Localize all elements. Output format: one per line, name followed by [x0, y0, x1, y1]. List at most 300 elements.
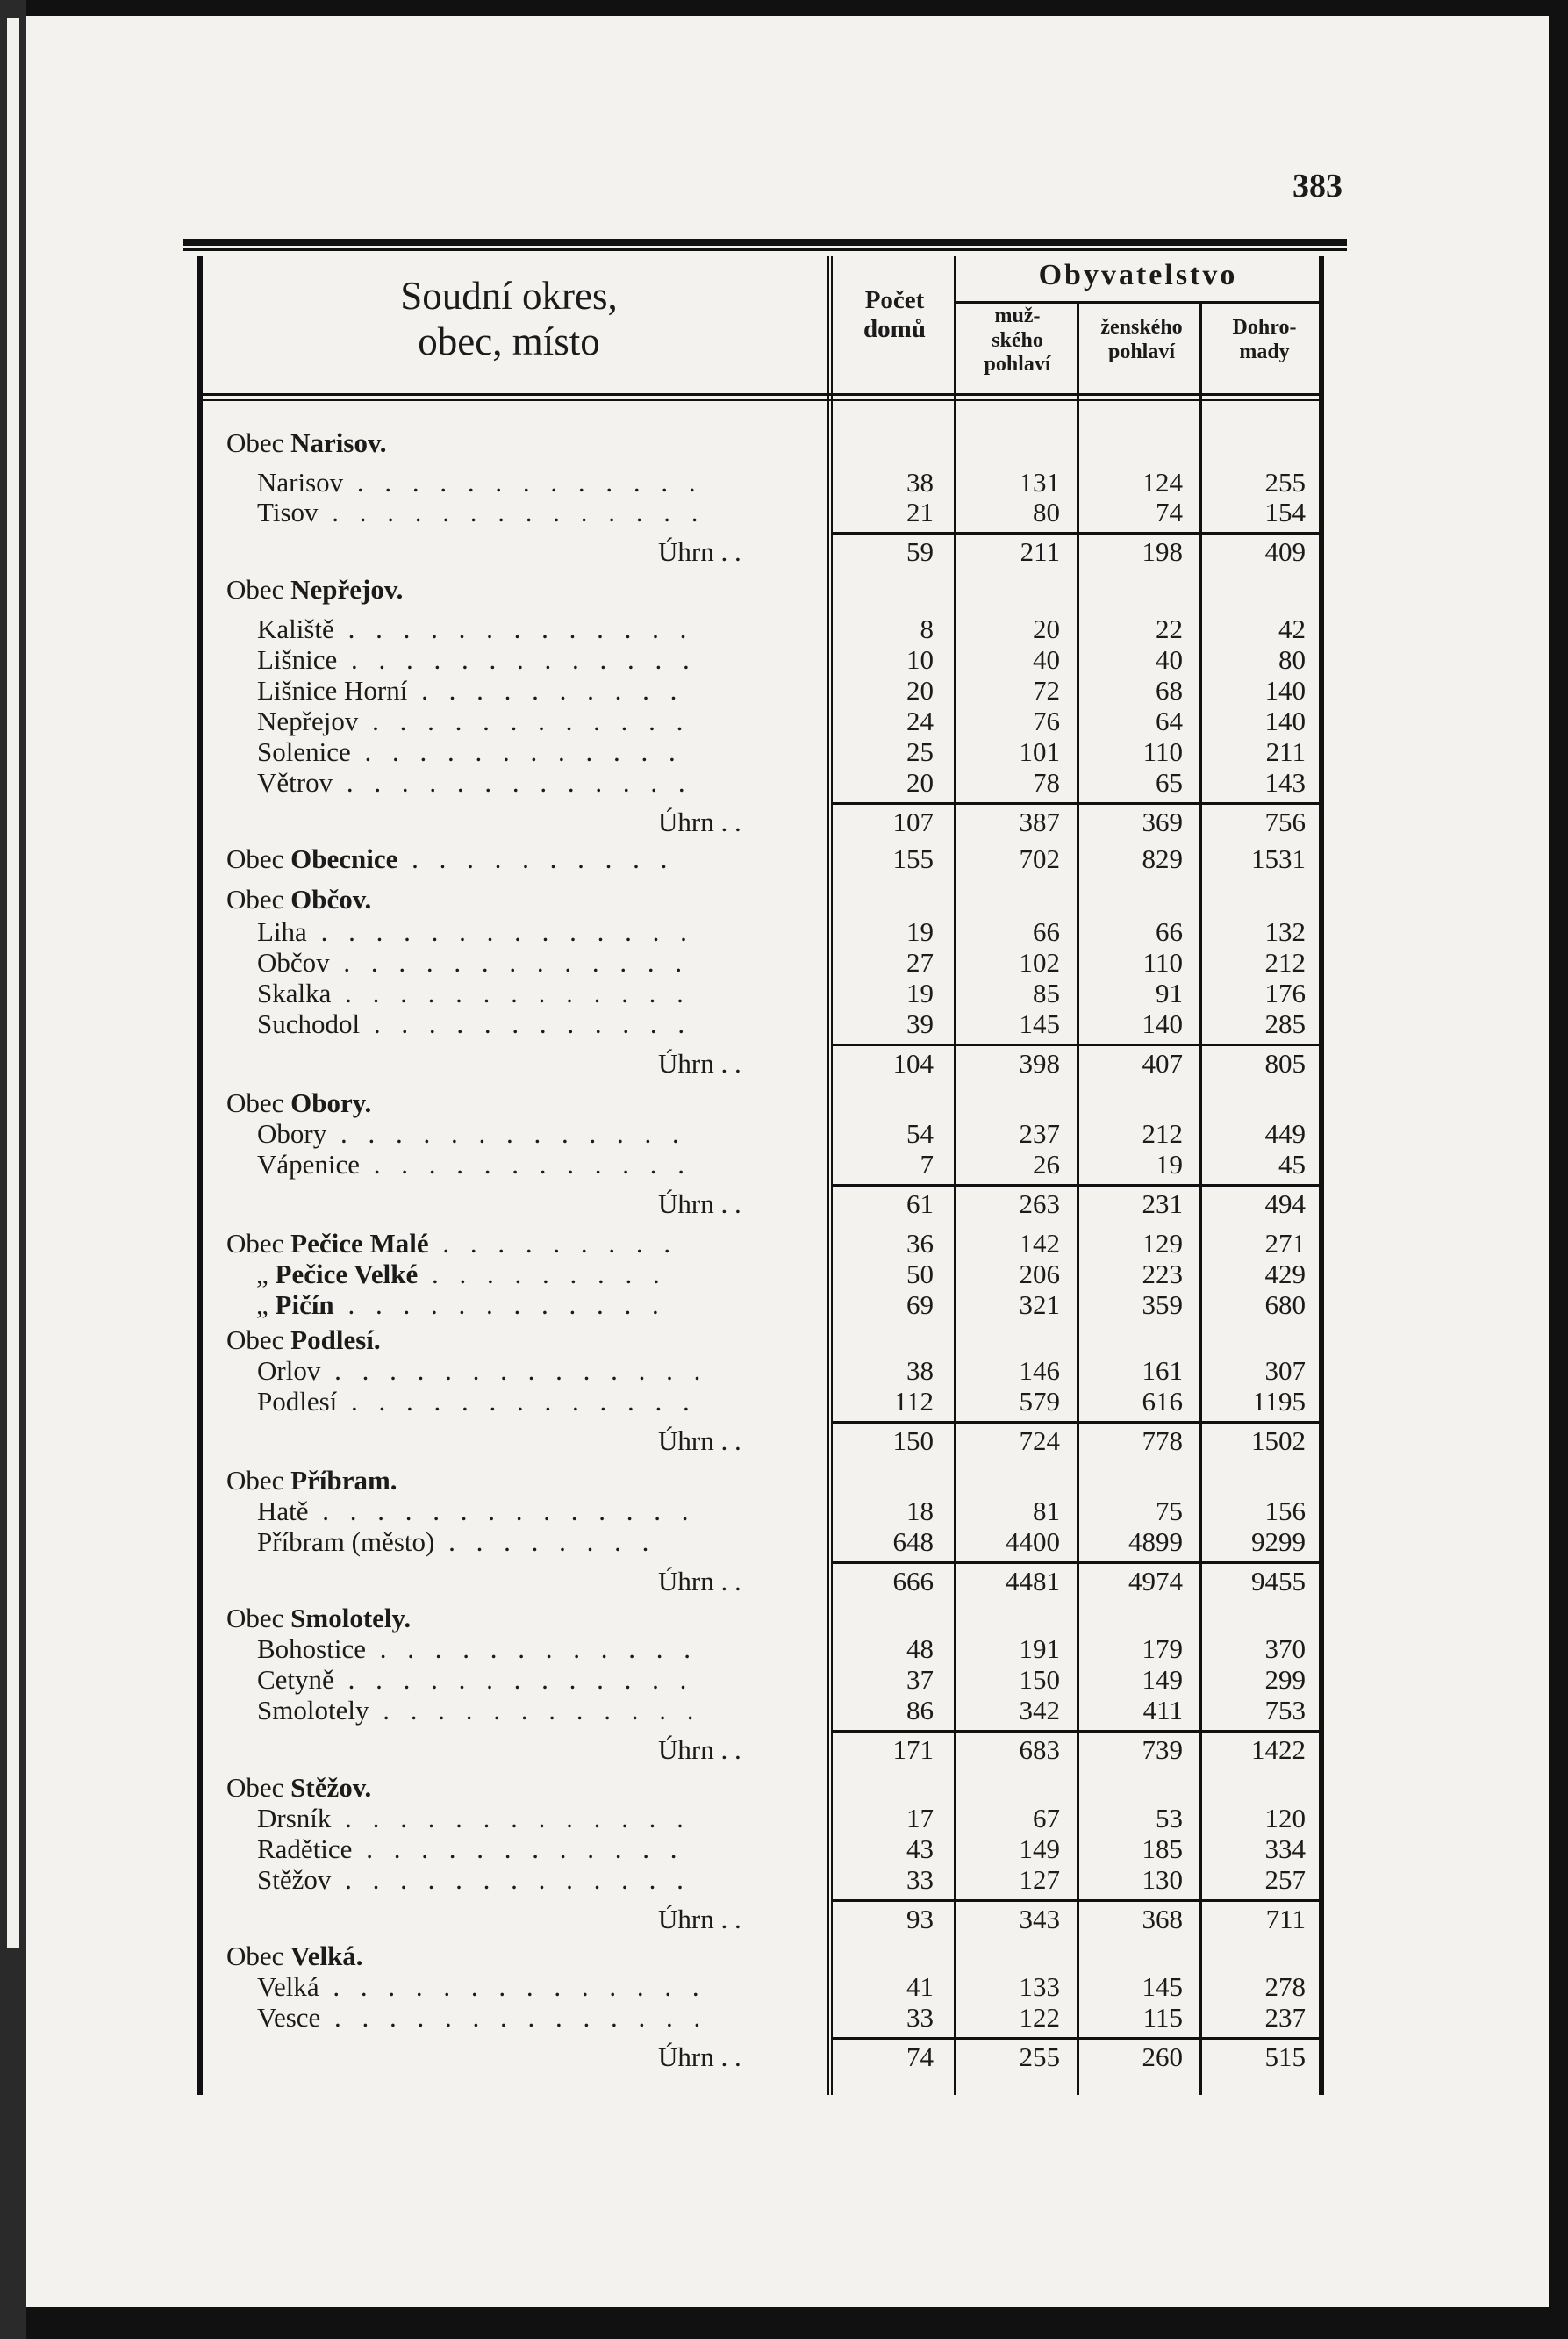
table-row [0, 807, 1568, 837]
table-row [0, 1941, 1568, 1971]
group-label [226, 1325, 381, 1355]
sum-word: Úhrn [658, 1904, 714, 1934]
value-pocet-domu: 61 [906, 1188, 934, 1219]
sum-rule [833, 1899, 954, 1902]
value-zenskeho: 161 [1142, 1355, 1183, 1386]
place-label: Liha [257, 917, 307, 947]
leader-dots: . . [713, 1188, 741, 1219]
value-dohromady: 176 [1264, 978, 1306, 1008]
sum-rule [1202, 1561, 1319, 1564]
sum-rule [1202, 532, 1319, 535]
group-prefix: Obec [226, 885, 291, 915]
value-muzskeho: 387 [1019, 807, 1060, 837]
group-prefix: Obec [226, 1229, 291, 1259]
value-pocet-domu: 69 [906, 1289, 934, 1320]
place-name [257, 1972, 814, 2002]
table-top-rule [183, 239, 1347, 246]
value-muzskeho: 72 [1033, 675, 1060, 706]
leader-dots: . . . . . . . . . . . . . . [306, 917, 694, 947]
table-row [0, 614, 1568, 644]
leader-dots: . . . . . . . . . . . . . . [320, 1356, 708, 1386]
sum-rule [833, 1730, 954, 1733]
place-label: Občov [257, 948, 330, 978]
leader-dots: . . . . . . . . . . . . . [331, 979, 691, 1008]
value-pocet-domu: 19 [906, 978, 934, 1008]
place-label: Kaliště [257, 614, 334, 644]
value-pocet-domu: 171 [892, 1734, 934, 1765]
table-row [0, 1088, 1568, 1118]
value-muzskeho: 342 [1019, 1695, 1060, 1726]
place-label: Orlov [257, 1356, 321, 1386]
value-dohromady: 9299 [1251, 1526, 1306, 1557]
header-district-line2: obec, místo [418, 319, 600, 363]
value-zenskeho: 68 [1156, 675, 1183, 706]
sum-label [658, 2042, 741, 2072]
value-zenskeho: 110 [1142, 736, 1183, 767]
table-row [0, 676, 1568, 706]
value-dohromady: 211 [1265, 736, 1306, 767]
table-row [0, 1496, 1568, 1526]
value-dohromady: 680 [1264, 1289, 1306, 1320]
value-zenskeho: 74 [1156, 497, 1183, 527]
table-row [0, 1356, 1568, 1386]
value-dohromady: 429 [1264, 1259, 1306, 1289]
table-row [0, 1426, 1568, 1456]
value-zenskeho: 91 [1156, 978, 1183, 1008]
value-zenskeho: 19 [1156, 1149, 1183, 1180]
value-zenskeho: 739 [1142, 1734, 1183, 1765]
group-label [226, 1088, 371, 1118]
place-label: Tisov [257, 498, 319, 527]
table-row [0, 885, 1568, 915]
sum-word: Úhrn [658, 1566, 714, 1596]
value-muzskeho: 263 [1019, 1188, 1060, 1219]
leader-dots: . . [713, 1425, 741, 1456]
table-row [0, 575, 1568, 605]
leader-dots: . . . . . . . . . . . . . [331, 1865, 691, 1895]
value-dohromady: 753 [1264, 1695, 1306, 1726]
value-pocet-domu: 74 [906, 2041, 934, 2072]
table-row [0, 844, 1568, 874]
place-name [257, 1119, 814, 1149]
value-muzskeho: 683 [1019, 1734, 1060, 1765]
sum-rule [1202, 1421, 1319, 1424]
value-dohromady: 140 [1264, 675, 1306, 706]
sum-rule [1202, 802, 1319, 805]
table-row [0, 1604, 1568, 1633]
header-muz-line1: muž- [994, 305, 1041, 327]
sum-rule [956, 1730, 1077, 1733]
group-obec-name: Obecnice [290, 844, 398, 874]
sum-rule [956, 1561, 1077, 1564]
table-row [0, 1834, 1568, 1864]
sum-rule [1079, 1421, 1199, 1424]
group-prefix: „ [256, 1290, 276, 1320]
sum-rule [1202, 1899, 1319, 1902]
sum-rule [833, 2037, 954, 2040]
value-pocet-domu: 37 [906, 1664, 934, 1695]
group-prefix: Obec [226, 428, 291, 458]
place-name [257, 1634, 814, 1664]
leader-dots: . . . . . . . . . . . . [358, 707, 691, 736]
value-pocet-domu: 666 [892, 1566, 934, 1596]
value-zenskeho: 212 [1142, 1118, 1183, 1149]
group-prefix: Obec [226, 844, 291, 874]
value-pocet-domu: 7 [920, 1149, 934, 1180]
leader-dots: . . . . . . . . . [418, 1259, 667, 1289]
place-name [257, 614, 814, 644]
value-pocet-domu: 150 [892, 1425, 934, 1456]
leader-dots: . . [713, 807, 741, 837]
sum-rule [1079, 532, 1199, 535]
value-zenskeho: 369 [1142, 807, 1183, 837]
header-zenskeho [1081, 316, 1202, 364]
value-dohromady: 334 [1264, 1833, 1306, 1864]
value-dohromady: 257 [1264, 1864, 1306, 1895]
value-muzskeho: 20 [1033, 613, 1060, 644]
header-muz-line3: pohlaví [984, 353, 1051, 377]
leader-dots: . . . . . . . . [434, 1527, 656, 1557]
value-zenskeho: 129 [1142, 1228, 1183, 1259]
group-prefix: Obec [226, 1773, 291, 1803]
sum-rule [833, 1561, 954, 1564]
sum-rule [956, 1421, 1077, 1424]
value-zenskeho: 64 [1156, 706, 1183, 736]
header-obyv-underline [954, 301, 1322, 304]
group-obec-name: Pičín [275, 1290, 334, 1320]
value-dohromady: 255 [1264, 467, 1306, 498]
table-row [0, 1773, 1568, 1803]
place-name [257, 1834, 814, 1864]
place-label: Hatě [257, 1496, 309, 1526]
value-dohromady: 42 [1278, 613, 1306, 644]
value-pocet-domu: 41 [906, 1971, 934, 2002]
value-muzskeho: 122 [1019, 2002, 1060, 2033]
value-muzskeho: 579 [1019, 1386, 1060, 1417]
group-label [226, 428, 387, 458]
value-muzskeho: 131 [1019, 467, 1060, 498]
value-dohromady: 212 [1264, 947, 1306, 978]
header-bottom-rule [197, 393, 1324, 396]
group-prefix: „ [256, 1259, 276, 1289]
sum-label [658, 537, 741, 567]
value-zenskeho: 22 [1156, 613, 1183, 644]
leader-dots: . . . . . . . . . . . . [350, 737, 683, 767]
leader-dots: . . [713, 1048, 741, 1079]
value-dohromady: 285 [1264, 1008, 1306, 1039]
header-muzskeho [958, 305, 1077, 377]
value-muzskeho: 40 [1033, 644, 1060, 675]
leader-dots: . . . . . . . . . . . . . [333, 768, 692, 798]
value-dohromady: 45 [1278, 1149, 1306, 1180]
group-label [256, 1290, 814, 1320]
value-pocet-domu: 155 [892, 843, 934, 874]
header-pocet-line1: Počet [864, 286, 925, 314]
value-muzskeho: 206 [1019, 1259, 1060, 1289]
leader-dots: . . . . . . . . . [428, 1229, 678, 1259]
table-row [0, 1466, 1568, 1496]
value-dohromady: 9455 [1251, 1566, 1306, 1596]
header-muz-line2: ského [992, 328, 1043, 352]
leader-dots: . . . . . . . . . . . . [369, 1696, 701, 1726]
value-muzskeho: 66 [1033, 916, 1060, 947]
group-prefix: Obec [226, 1325, 291, 1355]
place-label: Radětice [257, 1834, 353, 1864]
place-name [257, 1009, 814, 1039]
place-label: Vápenice [257, 1150, 361, 1180]
sum-rule [833, 1184, 954, 1187]
value-zenskeho: 616 [1142, 1386, 1183, 1417]
table-row [0, 1972, 1568, 2002]
group-obec-name: Stěžov. [290, 1773, 372, 1803]
value-muzskeho: 80 [1033, 497, 1060, 527]
leader-dots: . . . . . . . . . . . . [360, 1150, 692, 1180]
sum-word: Úhrn [658, 536, 714, 567]
value-pocet-domu: 8 [920, 613, 934, 644]
value-zenskeho: 4899 [1128, 1526, 1183, 1557]
value-zenskeho: 778 [1142, 1425, 1183, 1456]
value-muzskeho: 133 [1019, 1971, 1060, 2002]
value-pocet-domu: 86 [906, 1695, 934, 1726]
place-label: Podlesí [257, 1387, 338, 1417]
place-name [257, 1665, 814, 1695]
place-label: Větrov [257, 768, 333, 798]
group-label [226, 575, 403, 605]
group-label [226, 844, 814, 874]
place-name [257, 1696, 814, 1726]
sum-rule [1202, 1730, 1319, 1733]
place-name [257, 948, 814, 978]
table-row [0, 1735, 1568, 1765]
value-muzskeho: 150 [1019, 1664, 1060, 1695]
value-muzskeho: 211 [1020, 536, 1060, 567]
header-pocet-line2: domů [863, 315, 926, 344]
table-row [0, 1119, 1568, 1149]
place-label: Vesce [257, 2003, 321, 2033]
leader-dots: . . . . . . . . . . . . . [333, 614, 694, 644]
sum-rule [1079, 1044, 1199, 1046]
table-row [0, 948, 1568, 978]
sum-rule [833, 532, 954, 535]
value-zenskeho: 124 [1142, 467, 1183, 498]
value-zenskeho: 140 [1142, 1008, 1183, 1039]
value-muzskeho: 101 [1019, 736, 1060, 767]
group-obec-name: Obory. [290, 1088, 372, 1118]
value-dohromady: 140 [1264, 706, 1306, 736]
value-muzskeho: 255 [1019, 2041, 1060, 2072]
table-row [0, 1259, 1568, 1289]
place-label: Příbram (město) [257, 1527, 435, 1557]
leader-dots: . . . . . . . . . . . . [360, 1009, 692, 1039]
value-dohromady: 154 [1264, 497, 1306, 527]
sum-word: Úhrn [658, 1425, 714, 1456]
value-dohromady: 409 [1264, 536, 1306, 567]
place-name [257, 676, 814, 706]
place-name [257, 2003, 814, 2033]
leader-dots: . . . . . . . . . . . . . . [318, 498, 705, 527]
place-name [257, 768, 814, 798]
value-muzskeho: 145 [1019, 1008, 1060, 1039]
table-row [0, 498, 1568, 527]
sum-word: Úhrn [658, 1048, 714, 1079]
value-muzskeho: 149 [1019, 1833, 1060, 1864]
value-zenskeho: 40 [1156, 644, 1183, 675]
group-prefix: Obec [226, 1604, 291, 1633]
sum-rule [1079, 1184, 1199, 1187]
value-dohromady: 278 [1264, 1971, 1306, 2002]
table-row [0, 1665, 1568, 1695]
sum-rule [956, 1044, 1077, 1046]
header-district-line1: Soudní okres, [400, 274, 618, 318]
value-muzskeho: 81 [1033, 1496, 1060, 1526]
place-name [257, 1865, 814, 1895]
place-label: Velká [257, 1972, 319, 2002]
leader-dots: . . [713, 1904, 741, 1934]
table-row [0, 428, 1568, 458]
table-row [0, 2003, 1568, 2033]
sum-word: Úhrn [658, 807, 714, 837]
header-bottom-rule-2 [197, 399, 1324, 401]
header-zen-line2: pohlaví [1107, 340, 1176, 363]
place-name [257, 917, 814, 947]
group-label [226, 1229, 814, 1259]
place-name [257, 645, 814, 675]
value-pocet-domu: 38 [906, 467, 934, 498]
value-dohromady: 156 [1264, 1496, 1306, 1526]
group-prefix: Obec [226, 575, 291, 605]
value-dohromady: 494 [1264, 1188, 1306, 1219]
value-pocet-domu: 93 [906, 1904, 934, 1934]
value-pocet-domu: 33 [906, 1864, 934, 1895]
value-pocet-domu: 48 [906, 1633, 934, 1664]
value-dohromady: 449 [1264, 1118, 1306, 1149]
value-muzskeho: 4481 [1006, 1566, 1060, 1596]
value-zenskeho: 407 [1142, 1048, 1183, 1079]
table-row [0, 737, 1568, 767]
place-label: Solenice [257, 737, 351, 767]
header-pocet-domu [835, 286, 954, 345]
table-row [0, 917, 1568, 947]
leader-dots: . . [713, 536, 741, 567]
value-pocet-domu: 59 [906, 536, 934, 567]
value-pocet-domu: 39 [906, 1008, 934, 1039]
value-zenskeho: 411 [1142, 1695, 1183, 1726]
value-muzskeho: 191 [1019, 1633, 1060, 1664]
table-row [0, 2042, 1568, 2072]
leader-dots: . . . . . . . . . . . . [366, 1634, 698, 1664]
table-row [0, 1229, 1568, 1259]
sum-label [658, 1735, 741, 1765]
place-label: Suchodol [257, 1009, 361, 1039]
group-obec-name: Příbram. [290, 1466, 397, 1496]
sum-rule [1079, 1899, 1199, 1902]
value-dohromady: 271 [1264, 1228, 1306, 1259]
value-pocet-domu: 104 [892, 1048, 934, 1079]
value-dohromady: 120 [1264, 1803, 1306, 1833]
value-pocet-domu: 50 [906, 1259, 934, 1289]
place-label: Narisov [257, 468, 344, 498]
place-label: Obory [257, 1119, 327, 1149]
value-muzskeho: 702 [1019, 843, 1060, 874]
table-row [0, 707, 1568, 736]
value-dohromady: 756 [1264, 807, 1306, 837]
group-obec-name: Narisov. [290, 428, 387, 458]
table-row [0, 1567, 1568, 1596]
value-dohromady: 307 [1264, 1355, 1306, 1386]
value-pocet-domu: 24 [906, 706, 934, 736]
value-zenskeho: 149 [1142, 1664, 1183, 1695]
leader-dots: . . [713, 1566, 741, 1596]
group-obec-name: Nepřejov. [290, 575, 404, 605]
table-row [0, 1696, 1568, 1726]
sum-rule [833, 802, 954, 805]
value-dohromady: 515 [1264, 2041, 1306, 2072]
table-row [0, 468, 1568, 498]
leader-dots: . . . . . . . . . . . . . [333, 1665, 694, 1695]
sum-word: Úhrn [658, 2041, 714, 2072]
value-dohromady: 299 [1264, 1664, 1306, 1695]
value-zenskeho: 115 [1142, 2002, 1183, 2033]
sum-word: Úhrn [658, 1734, 714, 1765]
sum-rule [956, 1184, 1077, 1187]
sum-rule [1079, 1561, 1199, 1564]
group-label [226, 1773, 371, 1803]
value-zenskeho: 223 [1142, 1259, 1183, 1289]
value-zenskeho: 231 [1142, 1188, 1183, 1219]
value-muzskeho: 67 [1033, 1803, 1060, 1833]
value-muzskeho: 237 [1019, 1118, 1060, 1149]
sum-rule [833, 1421, 954, 1424]
value-dohromady: 1502 [1251, 1425, 1306, 1456]
value-zenskeho: 260 [1142, 2041, 1183, 2072]
leader-dots: . . . . . . . . . . . . . . [319, 1972, 706, 2002]
value-zenskeho: 110 [1142, 947, 1183, 978]
leader-dots: . . . . . . . . . . . . . [326, 1119, 686, 1149]
leader-dots: . . . . . . . . . . . . . [331, 1804, 691, 1833]
table-row [0, 1189, 1568, 1219]
group-prefix: Obec [226, 1088, 291, 1118]
value-muzskeho: 76 [1033, 706, 1060, 736]
value-dohromady: 805 [1264, 1048, 1306, 1079]
table-row [0, 1905, 1568, 1934]
value-zenskeho: 65 [1156, 767, 1183, 798]
value-pocet-domu: 107 [892, 807, 934, 837]
place-name [257, 1527, 814, 1557]
group-obec-name: Smolotely. [290, 1604, 412, 1633]
value-zenskeho: 66 [1156, 916, 1183, 947]
value-zenskeho: 368 [1142, 1904, 1183, 1934]
place-name [257, 1356, 814, 1386]
sum-rule [833, 1044, 954, 1046]
group-label [226, 1941, 363, 1971]
table-row [0, 1804, 1568, 1833]
value-pocet-domu: 19 [906, 916, 934, 947]
value-pocet-domu: 36 [906, 1228, 934, 1259]
table-top-rule-thin [183, 248, 1347, 251]
sum-rule [956, 2037, 1077, 2040]
place-label: Smolotely [257, 1696, 369, 1726]
group-prefix: Obec [226, 1466, 291, 1496]
table-row [0, 1290, 1568, 1320]
page-number: 383 [1292, 168, 1342, 204]
sum-rule [1079, 802, 1199, 805]
place-name [257, 498, 814, 527]
leader-dots: . . . . . . . . . . . . . [337, 645, 697, 675]
value-muzskeho: 85 [1033, 978, 1060, 1008]
value-dohromady: 370 [1264, 1633, 1306, 1664]
group-obec-name: Pečice Velké [275, 1259, 419, 1289]
place-name [257, 707, 814, 736]
